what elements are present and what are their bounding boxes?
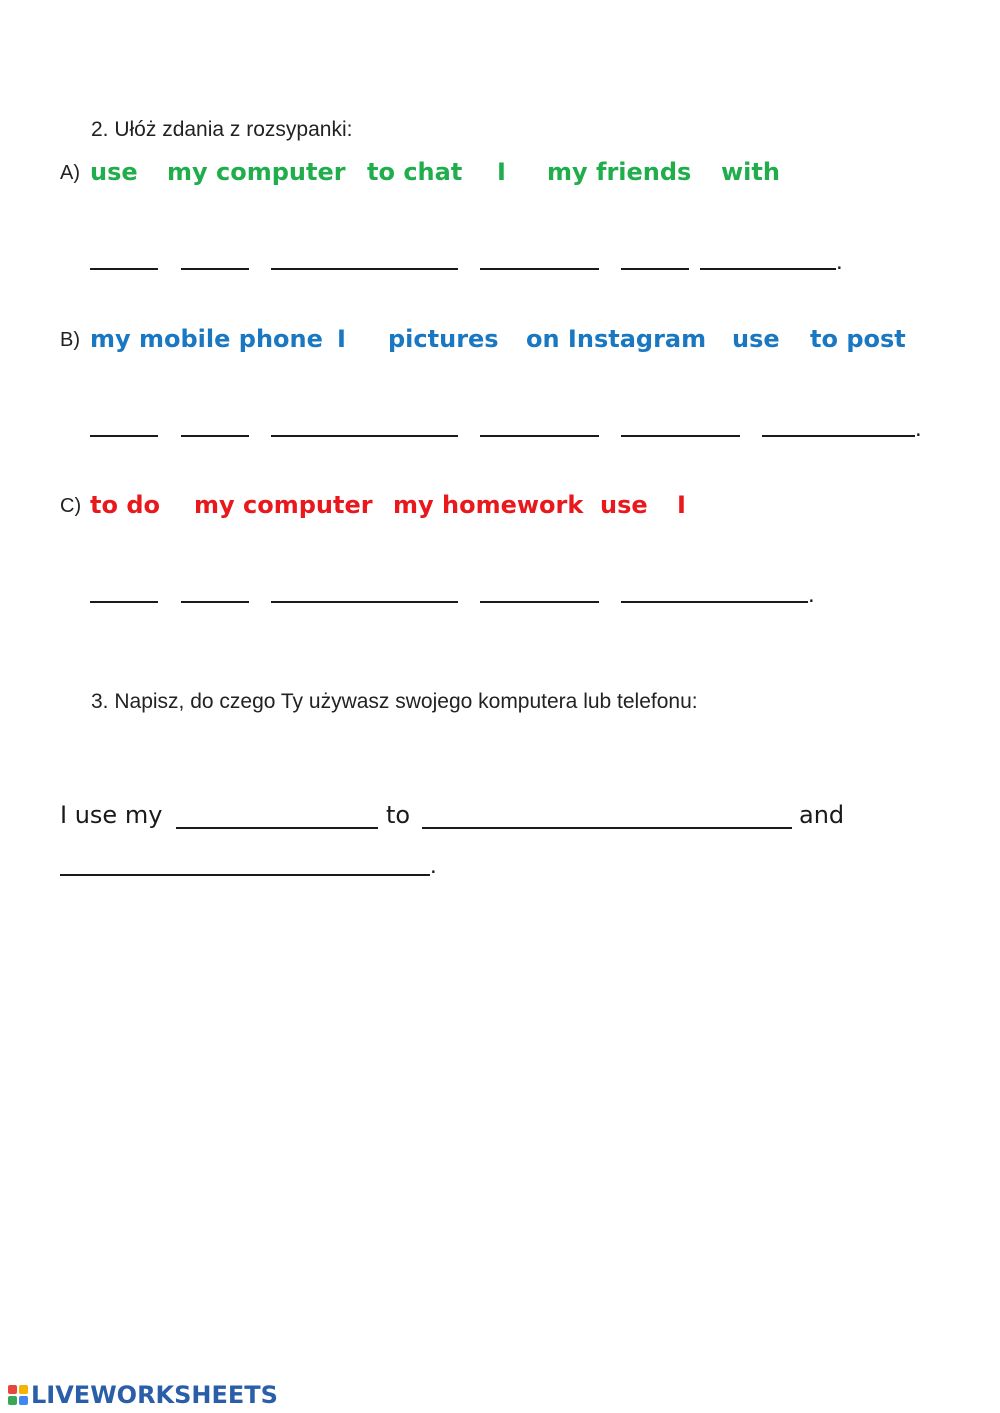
- answer-blank-c-3[interactable]: [271, 601, 458, 603]
- answer-blank-b-4[interactable]: [480, 435, 599, 437]
- answer-blank-a-5[interactable]: [621, 268, 689, 270]
- period-a: .: [836, 248, 843, 275]
- word-c-2[interactable]: my computer: [194, 491, 373, 519]
- sentence-part-3: and: [799, 801, 845, 829]
- word-b-4[interactable]: on Instagram: [526, 325, 707, 353]
- answer-blank-c-1[interactable]: [90, 601, 158, 603]
- logo-square-4: [19, 1396, 28, 1405]
- answer-blank-b-2[interactable]: [181, 435, 249, 437]
- word-a-2[interactable]: my computer: [167, 158, 346, 186]
- word-a-4[interactable]: I: [497, 158, 506, 186]
- answer-blank-b-1[interactable]: [90, 435, 158, 437]
- task-3-title: 3. Napisz, do czego Ty używasz swojego komputera lub telefonu:: [91, 690, 698, 713]
- period-c: .: [808, 581, 815, 608]
- word-a-3[interactable]: to chat: [367, 158, 463, 186]
- logo-square-2: [19, 1385, 28, 1394]
- period-b: .: [915, 415, 922, 442]
- answer-blank-c-5[interactable]: [621, 601, 808, 603]
- sentence-part-1: I use my: [60, 801, 163, 829]
- answer-blank-a-1[interactable]: [90, 268, 158, 270]
- logo-grid-icon: [8, 1385, 28, 1405]
- answer-blank-activity-1[interactable]: [422, 827, 792, 829]
- logo-text: LIVEWORKSHEETS: [31, 1381, 278, 1409]
- answer-blank-activity-2[interactable]: [60, 874, 430, 876]
- word-c-3[interactable]: my homework: [393, 491, 584, 519]
- period-task-3: .: [430, 852, 437, 879]
- sentence-part-2: to: [386, 801, 411, 829]
- row-c-label: C): [60, 495, 82, 517]
- logo-square-3: [8, 1396, 17, 1405]
- answer-blank-a-2[interactable]: [181, 268, 249, 270]
- task-2-title: 2. Ułóż zdania z rozsypanki:: [91, 118, 353, 141]
- answer-blank-b-5[interactable]: [621, 435, 740, 437]
- answer-blank-c-2[interactable]: [181, 601, 249, 603]
- word-a-1[interactable]: use: [90, 158, 138, 186]
- word-b-5[interactable]: use: [732, 325, 780, 353]
- answer-blank-a-6[interactable]: [700, 268, 836, 270]
- word-b-3[interactable]: pictures: [388, 325, 499, 353]
- word-c-5[interactable]: I: [677, 491, 686, 519]
- liveworksheets-logo: [8, 1381, 278, 1409]
- answer-blank-a-4[interactable]: [480, 268, 599, 270]
- word-b-6[interactable]: to post: [810, 325, 906, 353]
- word-b-1[interactable]: my mobile phone: [90, 325, 323, 353]
- row-a-label: A): [60, 162, 80, 184]
- word-c-4[interactable]: use: [600, 491, 648, 519]
- answer-blank-b-3[interactable]: [271, 435, 458, 437]
- answer-blank-a-3[interactable]: [271, 268, 458, 270]
- word-a-6[interactable]: with: [721, 158, 780, 186]
- word-b-2[interactable]: I: [337, 325, 346, 353]
- row-b-label: B): [60, 329, 80, 351]
- answer-blank-b-6[interactable]: [762, 435, 915, 437]
- logo-square-1: [8, 1385, 17, 1394]
- word-a-5[interactable]: my friends: [547, 158, 692, 186]
- word-c-1[interactable]: to do: [90, 491, 160, 519]
- answer-blank-c-4[interactable]: [480, 601, 599, 603]
- answer-blank-device[interactable]: [176, 827, 378, 829]
